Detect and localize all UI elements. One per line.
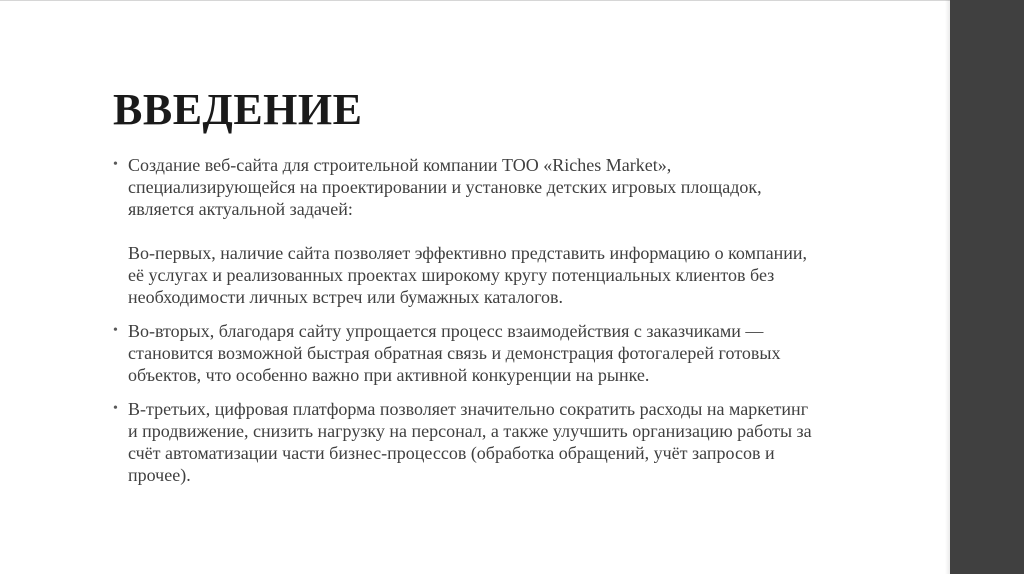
paragraph-spacer: [128, 220, 813, 242]
bullet-1-paragraph-2: Во-первых, наличие сайта позволяет эффективно представить информацию о компании, её услугах и реализованных проектах широкому кругу потенциальных клиентов без необходимости личных встреч или бумажных каталогов.: [128, 243, 807, 307]
bullet-1-paragraph-1: Создание веб-сайта для строительной компании ТОО «Riches Market», специализирующейся на проектировании и установке детских игровых площадок, является актуальной задачей:: [128, 155, 762, 219]
slide-title: ВВЕДЕНИЕ: [113, 85, 363, 134]
bullet-marker: •: [113, 401, 118, 416]
bullet-item-2: [113, 320, 813, 386]
bullet-marker: •: [113, 323, 118, 338]
bullet-item-3: [113, 398, 813, 486]
bullet-2-paragraph-1: Во-вторых, благодаря сайту упрощается процесс взаимодействия с заказчиками — становится возможной быстрая обратная связь и демонстрация фотогалерей готовых объектов, что особенно важно при активной конкуренции на рынке.: [128, 321, 781, 385]
bullet-list: [113, 154, 813, 498]
bullet-item-1: [113, 154, 813, 308]
bullet-marker: •: [113, 157, 118, 172]
side-bar: [950, 0, 1024, 574]
bullet-3-paragraph-1: В-третьих, цифровая платформа позволяет значительно сократить расходы на маркетинг и продвижение, снизить нагрузку на персонал, а также улучшить организацию работы за счёт автоматизации части бизнес-процессов (обработка обращений, учёт запросов и прочее).: [128, 399, 812, 485]
slide-top-border: [0, 0, 950, 1]
